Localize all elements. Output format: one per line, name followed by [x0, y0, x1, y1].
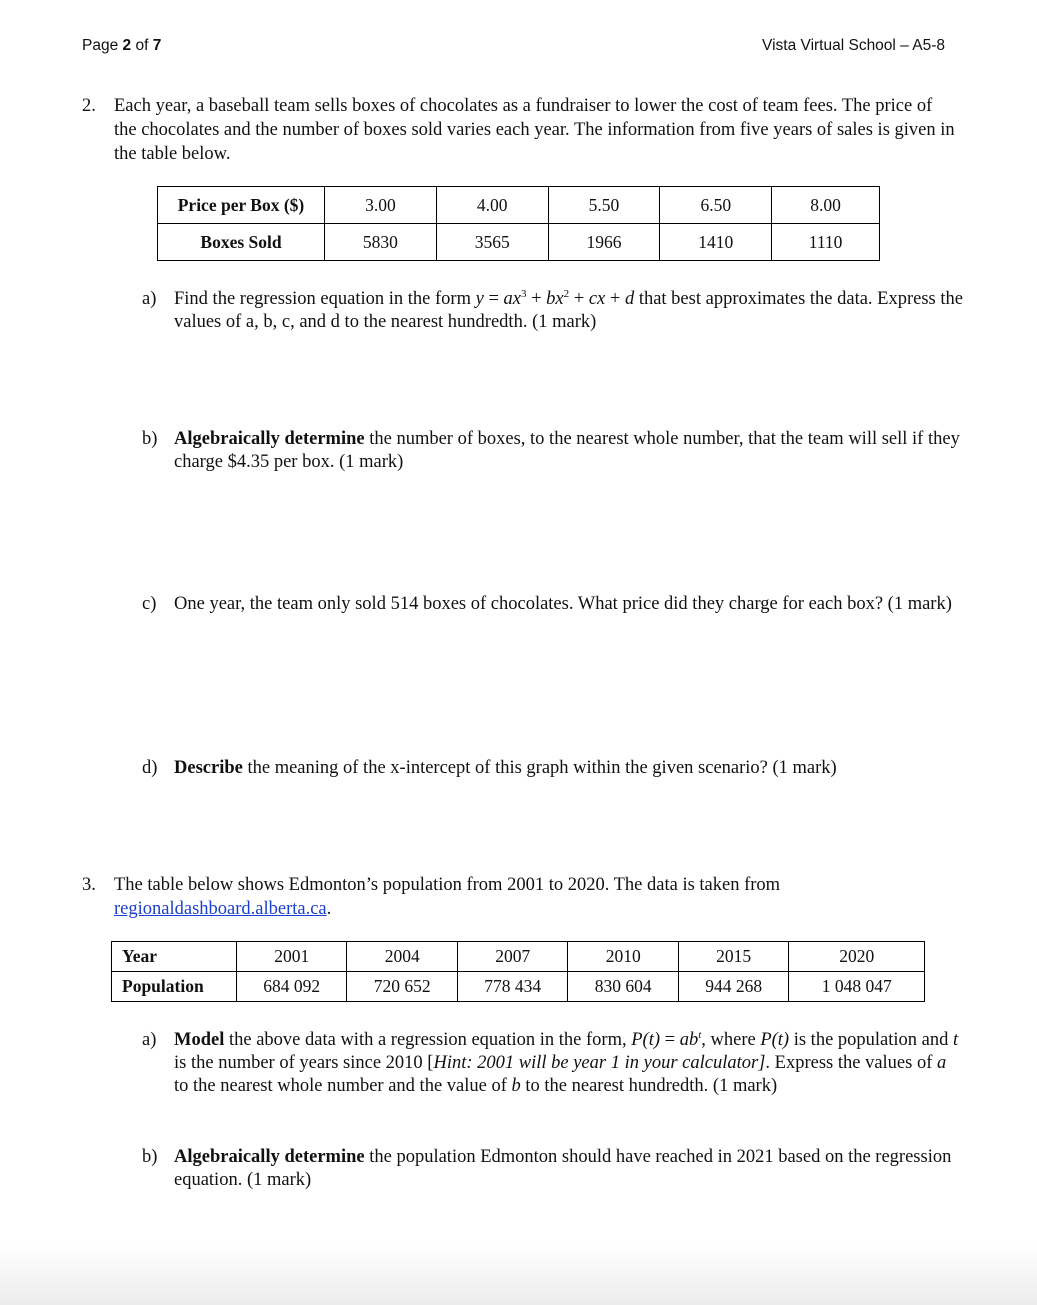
boxes-cell: 5830: [325, 224, 437, 261]
year-header: Year: [112, 942, 237, 972]
population-header: Population: [112, 972, 237, 1002]
price-cell: 5.50: [548, 187, 660, 224]
question-3a-label: a): [142, 1030, 157, 1050]
population-table: [111, 941, 925, 1002]
year-cell: 2004: [347, 942, 457, 972]
table-row: [158, 224, 880, 261]
year-cell: 2015: [678, 942, 788, 972]
population-cell: 1 048 047: [789, 972, 925, 1002]
table-row: [158, 187, 880, 224]
question-3a-text: Model the above data with a regression equation in the form, $P(t) = ab^t$, where P(t) is the population and t is the number of years since 2010 [Hint: 2001 will be year 1 in your calculator]. Express the values of a to the nearest whole number and the value of b to the nearest hundredth. (1 mark): [174, 1028, 959, 1096]
population-cell: 944 268: [678, 972, 788, 1002]
question-2d-text: Describe the meaning of the x-intercept of this graph within the given scenario? (1 mark): [174, 758, 837, 778]
price-cell: 3.00: [325, 187, 437, 224]
year-cell: 2007: [457, 942, 567, 972]
question-2-text: Each year, a baseball team sells boxes of chocolates as a fundraiser to lower the cost of team fees. The price of the chocolates and the number of boxes sold varies each year. The information from five years of sales is given in the table below.: [114, 96, 955, 164]
question-2-number: 2.: [82, 96, 96, 116]
price-cell: 8.00: [772, 187, 880, 224]
source-link[interactable]: regionaldashboard.alberta.ca: [114, 899, 327, 919]
year-cell: 2010: [568, 942, 678, 972]
cubic-equation: $y = ax^3 + bx^2$ + cx + d: [475, 287, 635, 309]
page-bottom-shadow: [0, 1245, 1037, 1305]
question-3-text: The table below shows Edmonton’s population from 2001 to 2020. The data is taken from regionaldashboard.alberta.ca.: [114, 875, 781, 919]
question-3-number: 3.: [82, 875, 96, 895]
page-current: 2: [122, 37, 132, 54]
table-row: [112, 942, 925, 972]
population-cell: 830 604: [568, 972, 678, 1002]
boxes-header: Boxes Sold: [158, 224, 325, 261]
boxes-cell: 1966: [548, 224, 660, 261]
year-cell: 2020: [789, 942, 925, 972]
price-header: Price per Box ($): [158, 187, 325, 224]
population-cell: 778 434: [457, 972, 567, 1002]
boxes-cell: 3565: [436, 224, 548, 261]
question-2c-text: One year, the team only sold 514 boxes of chocolates. What price did they charge for each box? (1 mark): [174, 594, 952, 614]
boxes-cell: 1410: [660, 224, 772, 261]
page-indicator: Page 2 of 7: [82, 37, 162, 54]
question-2b-label: b): [142, 429, 158, 449]
year-cell: 2001: [237, 942, 347, 972]
price-cell: 4.00: [436, 187, 548, 224]
question-2a-label: a): [142, 289, 157, 309]
population-cell: 684 092: [237, 972, 347, 1002]
exponential-equation: $P(t) = ab^t$: [631, 1028, 702, 1050]
question-2c-label: c): [142, 594, 157, 614]
chocolate-sales-table: [157, 186, 880, 261]
question-3b-text: Algebraically determine the population Edmonton should have reached in 2021 based on the regression equation. (1 mark): [174, 1147, 952, 1190]
school-header: Vista Virtual School – A5-8: [762, 37, 945, 54]
question-2d-label: d): [142, 758, 158, 778]
population-cell: 720 652: [347, 972, 457, 1002]
page-total: 7: [152, 37, 162, 54]
table-row: [112, 972, 925, 1002]
boxes-cell: 1110: [772, 224, 880, 261]
price-cell: 6.50: [660, 187, 772, 224]
question-2a-text: Find the regression equation in the form $y = ax^3 + bx^2$ + cx + d that best approximates the data. Express the values of a, b, c, and d to the nearest hundredth. (1 mark): [174, 287, 963, 332]
question-3b-label: b): [142, 1147, 158, 1167]
question-2b-text: Algebraically determine the number of boxes, to the nearest whole number, that the team will sell if they charge $4.35 per box. (1 mark): [174, 429, 960, 472]
